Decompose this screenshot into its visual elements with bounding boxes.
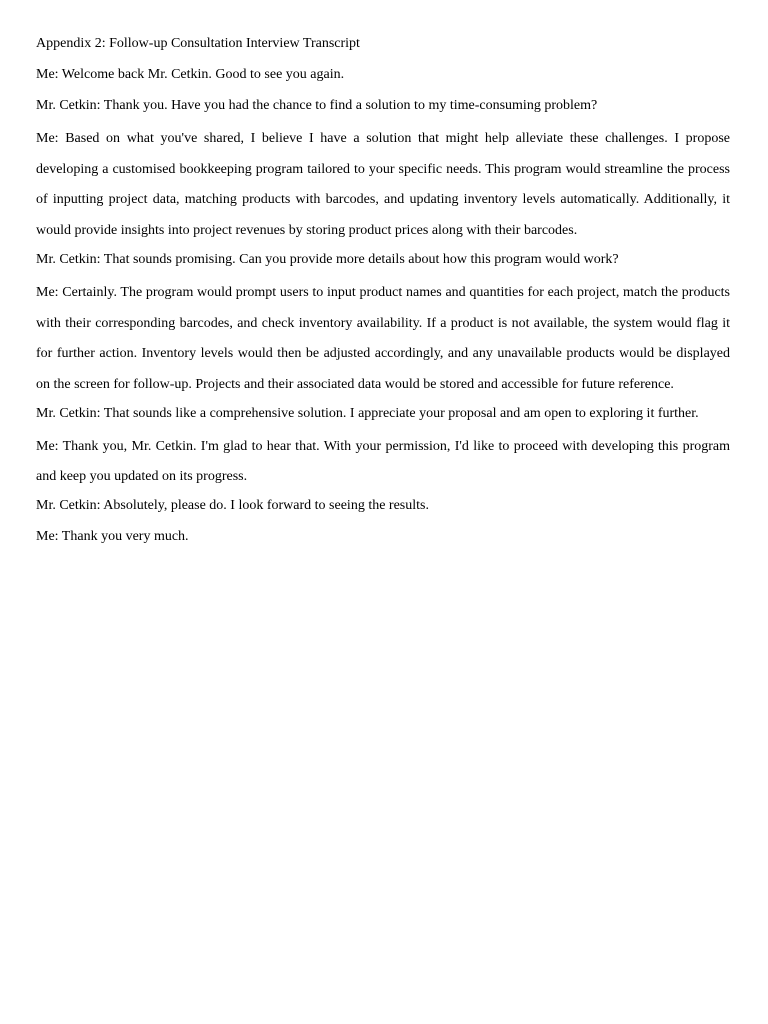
transcript-line: Mr. Cetkin: That sounds like a comprehensive solution. I appreciate your proposal and am open to exploring it further. bbox=[36, 405, 699, 421]
transcript-line: Me: Thank you very much. bbox=[36, 529, 189, 545]
transcript-line: Mr. Cetkin: Absolutely, please do. I look forward to seeing the results. bbox=[36, 498, 429, 514]
transcript-paragraph: Me: Thank you, Mr. Cetkin. I'm glad to hear that. With your permission, I'd like to proceed with developing this program and keep you updated on its progress. bbox=[36, 438, 730, 485]
transcript-line: Mr. Cetkin: Thank you. Have you had the chance to find a solution to my time-consuming problem? bbox=[36, 98, 598, 113]
transcript-line: Mr. Cetkin: That sounds promising. Can you provide more details about how this program would work? bbox=[36, 251, 619, 267]
transcript-line: Me: Welcome back Mr. Cetkin. Good to see you again. bbox=[36, 67, 345, 82]
document-title: Appendix 2: Follow-up Consultation Interview Transcript bbox=[36, 36, 360, 51]
transcript-paragraph: Me: Based on what you've shared, I believe I have a solution that might help alleviate these challenges. I propose developing a customised bookkeeping program tailored to your specific needs. This program would streamline the process of inputting project data, matching products with barcodes, and updating inventory levels automatically. Additionally, it would provide insights into project revenues by storing product prices along with their barcodes. bbox=[36, 131, 730, 239]
transcript-paragraph: Me: Certainly. The program would prompt users to input product names and quantities for each project, match the products with their corresponding barcodes, and check inventory availability. If a product is not available, the system would flag it for further action. Inventory levels would then be adjusted accordingly, and any unavailable products would be displayed on the screen for follow-up. Projects and their associated data would be stored and accessible for future reference. bbox=[36, 284, 730, 392]
document-page bbox=[36, 31, 730, 555]
